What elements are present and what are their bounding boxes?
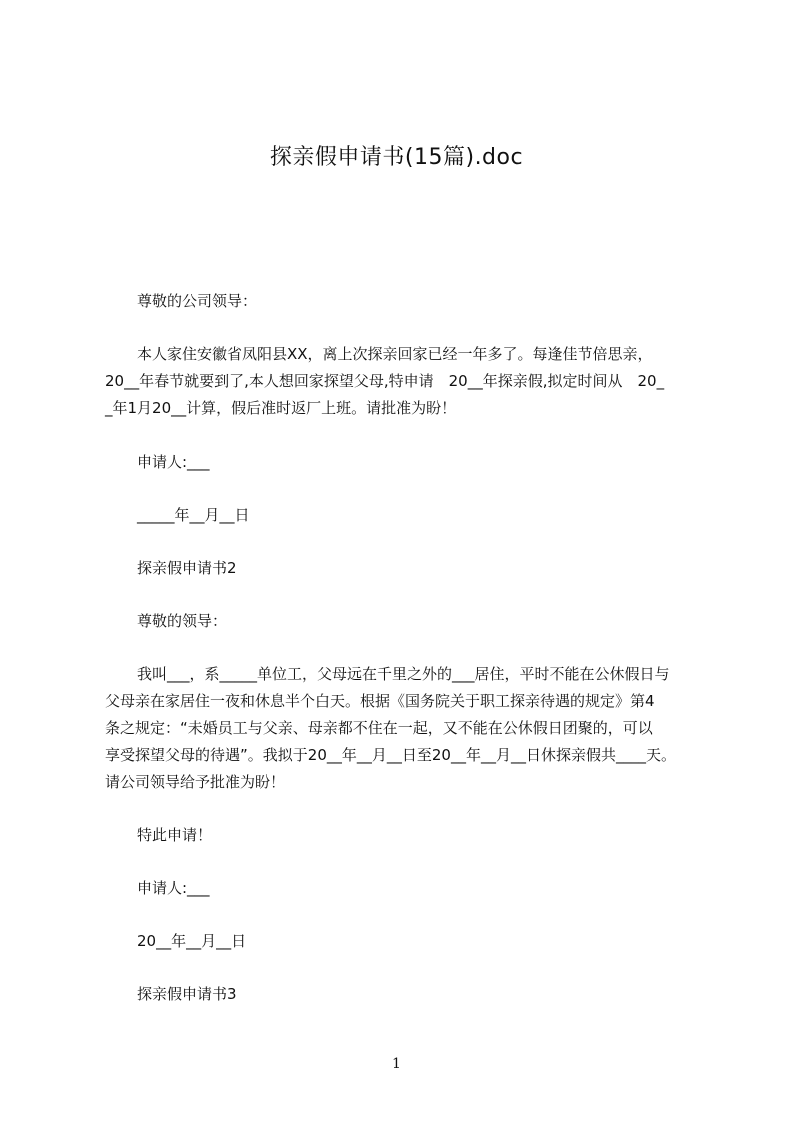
letter1-body-line-1: 本人家住安徽省凤阳县XX，离上次探亲回家已经一年多了。每逢佳节倍思亲， <box>137 345 653 363</box>
letter2-salutation: 尊敬的领导： <box>137 612 228 630</box>
letter2-body-line-5: 请公司领导给予批准为盼！ <box>105 773 286 791</box>
letter3-heading: 探亲假申请书3 <box>137 985 237 1003</box>
document-title: 探亲假申请书(15篇).doc <box>269 145 524 170</box>
letter2-body-line-1: 我叫___，系_____单位工，父母远在千里之外的___居住，平时不能在公休假日与 <box>137 665 670 683</box>
letter1-salutation: 尊敬的公司领导： <box>137 292 258 310</box>
letter2-heading: 探亲假申请书2 <box>137 559 237 577</box>
letter1-date: _____年__月__日 <box>137 506 250 524</box>
page-number: 1 <box>392 1056 401 1072</box>
letter2-date: 20__年__月__日 <box>137 932 247 950</box>
letter2-body-line-3: 条之规定：“未婚员工与父亲、母亲都不住在一起，又不能在公休假日团聚的，可以 <box>105 719 653 737</box>
letter1-body-line-3: _年1月20__计算，假后准时返厂上班。请批准为盼！ <box>105 399 457 417</box>
letter2-body-line-2: 父母亲在家居住一夜和休息半个白天。根据《国务院关于职工探亲待遇的规定》第4 <box>105 692 655 710</box>
letter2-body-line-4: 享受探望父母的待遇”。我拟于20__年__月__日至20__年__月__日休探亲假共____天。 <box>105 746 676 764</box>
letter2-closing: 特此申请！ <box>137 826 213 844</box>
letter2-applicant: 申请人:___ <box>137 879 210 897</box>
letter1-applicant: 申请人:___ <box>137 453 210 471</box>
letter1-body-line-2: 20__年春节就要到了,本人想回家探望父母,特申请 20__年探亲假,拟定时间从 20_ <box>105 372 665 390</box>
